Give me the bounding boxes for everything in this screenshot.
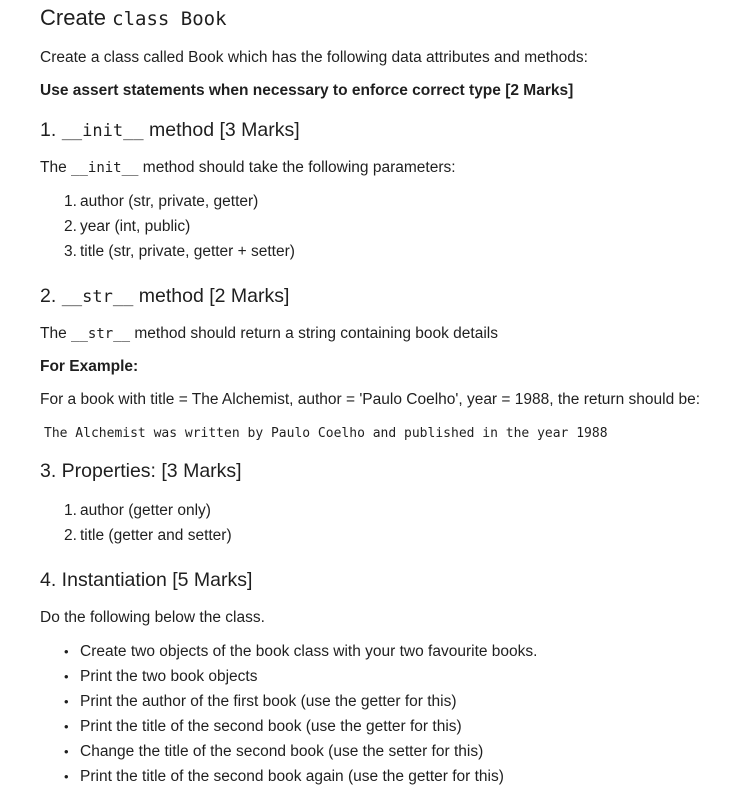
- list-item: • Print the two book objects: [64, 668, 258, 685]
- init-description: The __init__ method should take the following parameters:: [40, 159, 456, 176]
- section-init-heading: 1. __init__ method [3 Marks]: [40, 119, 300, 141]
- list-item: 1. author (str, private, getter): [64, 193, 259, 210]
- instantiation-task-list: [64, 639, 537, 789]
- str-description: The __str__ method should return a string containing book details: [40, 325, 498, 342]
- list-item: • Print the author of the first book (use the getter for this): [64, 693, 457, 710]
- example-text: For a book with title = The Alchemist, author = 'Paulo Coelho', year = 1988, the return should be:: [40, 391, 701, 408]
- example-output-code: The Alchemist was written by Paulo Coelho and published in the year 1988: [44, 426, 608, 441]
- example-label: For Example:: [40, 358, 139, 375]
- init-code: __init__: [61, 121, 144, 141]
- title-prefix: Create: [40, 5, 107, 30]
- intro-text: Create a class called Book which has the following data attributes and methods:: [40, 49, 588, 66]
- page-title: [40, 4, 227, 33]
- section-str-heading: 2. __str__ method [2 Marks]: [40, 285, 290, 307]
- init-parameter-list: [64, 189, 295, 264]
- list-item: 2. title (getter and setter): [64, 527, 232, 544]
- list-item: 2. year (int, public): [64, 218, 191, 235]
- list-item: • Print the title of the second book (use the getter for this): [64, 718, 462, 735]
- instantiation-description: Do the following below the class.: [40, 609, 265, 626]
- list-item: • Change the title of the second book (use the setter for this): [64, 743, 484, 760]
- str-code: __str__: [61, 287, 134, 307]
- list-item: 3. title (str, private, getter + setter): [64, 243, 295, 260]
- title-code: class Book: [112, 8, 227, 30]
- section-properties-heading: 3. Properties: [3 Marks]: [40, 460, 242, 482]
- intro-assert-note: Use assert statements when necessary to enforce correct type [2 Marks]: [40, 82, 574, 99]
- list-item: • Print the title of the second book again (use the getter for this): [64, 768, 504, 785]
- list-item: 1. author (getter only): [64, 502, 211, 519]
- section-instantiation-heading: 4. Instantiation [5 Marks]: [40, 569, 253, 591]
- list-item: • Create two objects of the book class with your two favourite books.: [64, 643, 538, 660]
- properties-list: [64, 498, 232, 548]
